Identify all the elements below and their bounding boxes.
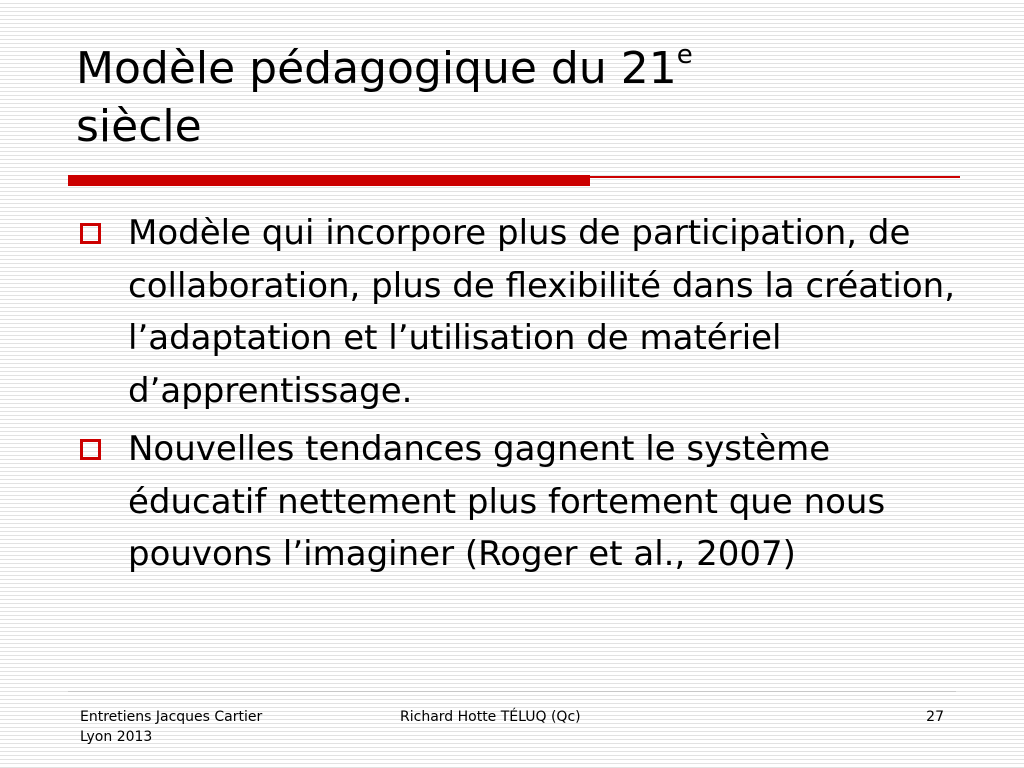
hollow-square-bullet-icon [80, 223, 101, 244]
page-number: 27 [926, 709, 944, 725]
slide-title-line1: Modèle pédagogique du 21 [76, 43, 677, 94]
footer-event-name: Entretiens Jacques Cartier [80, 709, 263, 725]
bullet-item [76, 207, 966, 417]
slide-title [76, 40, 956, 156]
title-underline-thick [68, 175, 590, 186]
slide-title-superscript: e [676, 40, 693, 70]
bullet-item [76, 423, 966, 581]
bullet-text: Nouvelles tendances gagnent le système éducatif nettement plus fortement que nous pouvons l’imaginer (Roger et al., 2007) [128, 429, 886, 574]
footer-divider [68, 691, 956, 692]
bullet-list [76, 207, 966, 587]
footer-event-location: Lyon 2013 [80, 729, 153, 745]
slide-title-line2: siècle [76, 101, 202, 152]
footer-event [80, 707, 340, 747]
bullet-text: Modèle qui incorpore plus de participation, de collaboration, plus de flexibilité dans la création, l’adaptation et l’utilisation de matériel d’apprentissage. [128, 213, 956, 411]
hollow-square-bullet-icon [80, 439, 101, 460]
footer-author: Richard Hotte TÉLUQ (Qc) [400, 709, 581, 725]
title-underline-thin [590, 176, 960, 178]
